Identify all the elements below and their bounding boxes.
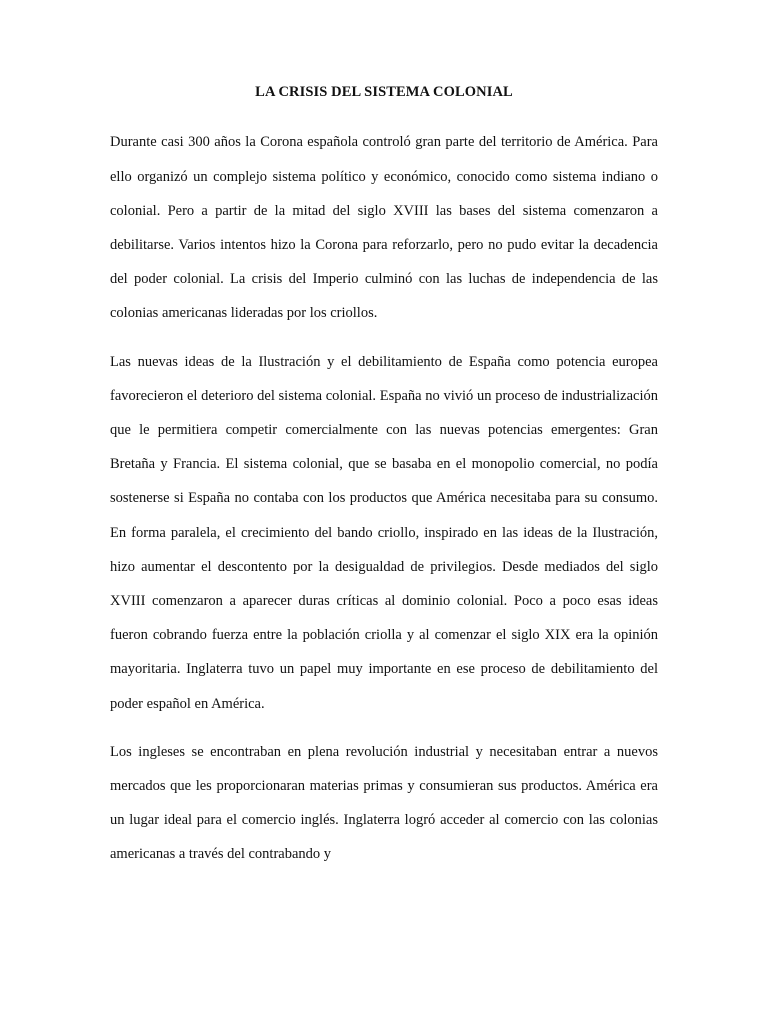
paragraph-3: Los ingleses se encontraban en plena revolución industrial y necesitaban entrar a nuevos mercados que les proporcionaran materias primas y consumieran sus productos. América era un lugar ideal para el comercio inglés. Inglaterra logró acceder al comercio con las colonias americanas a través del contrabando y — [110, 743, 658, 863]
paragraph-2: Las nuevas ideas de la Ilustración y el debilitamiento de España como potencia europea favorecieron el deterioro del sistema colonial. España no vivió un proceso de industrialización que le permitiera competir comercialmente con las nuevas potencias emergentes: Gran Bretaña y Francia. El sistema colonial, que se basaba en el monopolio comercial, no podía sostenerse si España no contaba con los productos que América necesitaba para su consumo. En forma paralela, el crecimiento del bando criollo, inspirado en las ideas de la Ilustración, hizo aumentar el descontento por la desigualdad de privilegios. Desde mediados del siglo XVIII comenzaron a aparecer duras críticas al dominio colonial. Poco a poco esas ideas fueron cobrando fuerza entre la población criolla y al comenzar el siglo XIX era la opinión mayoritaria. Inglaterra tuvo un papel muy importante en ese proceso de debilitamiento del poder español en América. — [110, 353, 658, 712]
document-title: LA CRISIS DEL SISTEMA COLONIAL — [255, 84, 513, 100]
paragraph-1: Durante casi 300 años la Corona española controló gran parte del territorio de América. Para ello organizó un complejo sistema político y económico, conocido como sistema indiano o colonial. Pero a partir de la mitad del siglo XVIII las bases del sistema comenzaron a debilitarse. Varios intentos hizo la Corona para reforzarlo, pero no pudo evitar la decadencia del poder colonial. La crisis del Imperio culminó con las luchas de independencia de las colonias americanas lideradas por los criollos. — [110, 134, 658, 322]
